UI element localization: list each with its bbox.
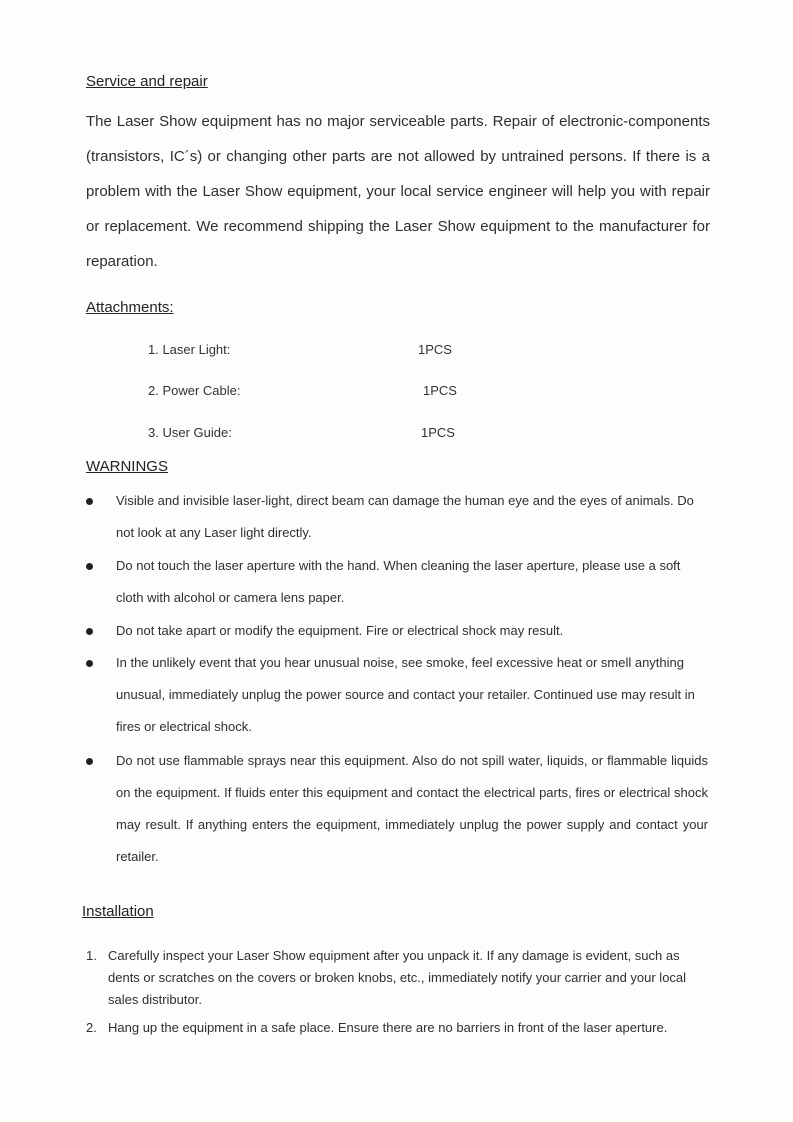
step-text: Hang up the equipment in a safe place. Ensure there are no barriers in front of the laser aperture.: [108, 1020, 668, 1035]
warning-text: Visible and invisible laser-light, direct beam can damage the human eye and the eyes of animals. Do not look at any Laser light directly.: [116, 493, 694, 540]
attachment-label: 3. User Guide:: [148, 425, 232, 440]
installation-heading: Installation: [82, 903, 154, 920]
step-text: Carefully inspect your Laser Show equipment after you unpack it. If any damage is evident, such as dents or scratches on the covers or broken knobs, etc., immediately notify your carrier and your local sales distributor.: [108, 948, 687, 1007]
bullet-icon: [86, 498, 93, 505]
attachment-qty: 1PCS: [421, 425, 455, 440]
attachment-qty: 1PCS: [418, 342, 452, 357]
service-heading: Service and repair: [86, 73, 208, 90]
attachment-label: 1. Laser Light:: [148, 342, 231, 357]
bullet-icon: [86, 758, 93, 765]
attachment-qty: 1PCS: [423, 383, 457, 398]
step-number: 1.: [86, 948, 97, 963]
warning-text: In the unlikely event that you hear unusual noise, see smoke, feel excessive heat or smell anything unusual, immediately unplug the power source and contact your retailer. Continued use may result in fires or electrical shock.: [116, 655, 695, 734]
bullet-icon: [86, 563, 93, 570]
attachments-heading: Attachments:: [86, 299, 174, 316]
attachment-label: 2. Power Cable:: [148, 383, 241, 398]
step-number: 2.: [86, 1020, 97, 1035]
warning-text: Do not take apart or modify the equipment. Fire or electrical shock may result.: [116, 623, 564, 638]
warning-text: Do not use flammable sprays near this equipment. Also do not spill water, liquids, or flammable liquids on the equipment. If fluids enter this equipment and contact the electrical parts, fires or electrical shock may result. If anything enters the equipment, immediately unplug the power supply and contact your retailer.: [116, 753, 708, 864]
service-paragraph: The Laser Show equipment has no major serviceable parts. Repair of electronic-components (transistors, IC´s) or changing other parts are not allowed by untrained persons. If there is a problem with the Laser Show equipment, your local service engineer will help you with repair or replacement. We recommend shipping the Laser Show equipment to the manufacturer for reparation.: [86, 113, 710, 270]
bullet-icon: [86, 628, 93, 635]
bullet-icon: [86, 660, 93, 667]
warning-text: Do not touch the laser aperture with the hand. When cleaning the laser aperture, please use a soft cloth with alcohol or camera lens paper.: [116, 558, 681, 605]
warnings-heading: WARNINGS: [86, 458, 168, 475]
